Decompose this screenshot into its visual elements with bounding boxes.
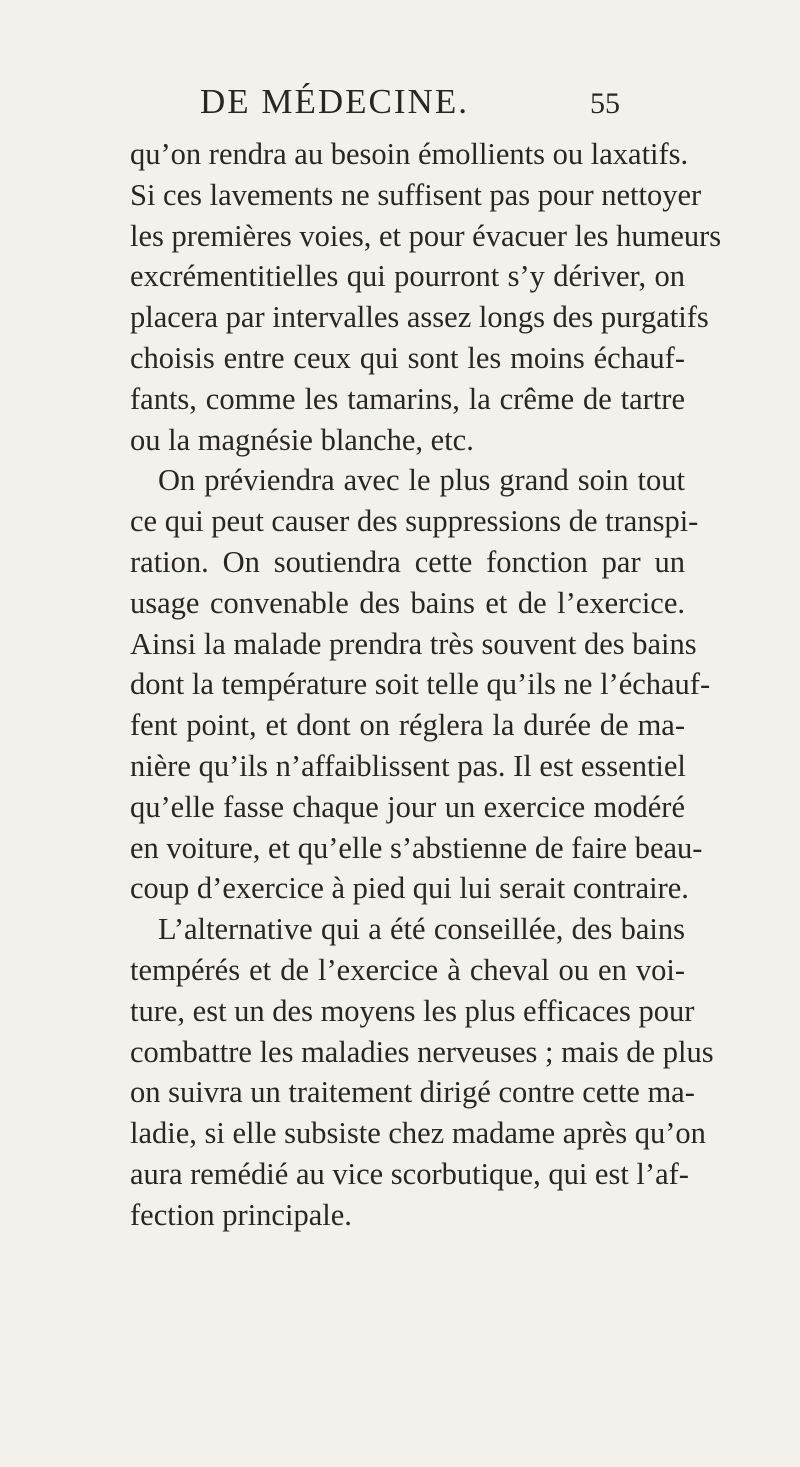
text-line: excrémentitielles qui pourront s’y dériver, on [130,259,685,294]
text-line: usage convenable des bains et de l’exercice. [130,585,685,620]
text-line: coup d’exercice à pied qui lui serait contraire. [130,871,689,906]
running-head [200,82,620,126]
page-number: 55 [590,87,620,120]
text-line: ture, est un des moyens les plus efficaces pour [130,993,695,1028]
text-line: tempérés et de l’exercice à cheval ou en voi- [130,952,685,987]
text-line: ce qui peut causer des suppressions de transpi- [130,504,699,539]
text-line: ladie, si elle subsiste chez madame après qu’on [130,1116,706,1151]
text-line: aura remédié au vice scorbutique, qui est l’af- [130,1156,689,1191]
text-line: ou la magnésie blanche, etc. [130,422,474,457]
text-line: fants, comme les tamarins, la crême de tartre [130,381,685,416]
text-line: placera par intervalles assez longs des purgatifs [130,300,709,335]
body-text [130,134,722,1236]
text-line: Si ces lavements ne suffisent pas pour nettoyer [130,177,702,212]
text-line: combattre les maladies nerveuses ; mais de plus [130,1034,714,1069]
running-title: DE MÉDECINE. [200,82,469,121]
paragraph-first-line: L’alternative qui a été conseillée, des bains [158,912,685,947]
text-line: nière qu’ils n’affaiblissent pas. Il est essentiel [130,748,686,783]
text-line: fection principale. [130,1197,352,1232]
text-line: qu’elle fasse chaque jour un exercice modéré [130,789,685,824]
text-line: ration. On soutiendra cette fonction par un [130,544,685,579]
text-line: qu’on rendra au besoin émollients ou laxatifs. [130,137,689,171]
text-line: fent point, et dont on réglera la durée de ma- [130,708,685,743]
text-line: on suivra un traitement dirigé contre cette ma- [130,1075,695,1110]
text-line: choisis entre ceux qui sont les moins échauf- [130,340,685,375]
text-line: dont la température soit telle qu’ils ne l’échauf- [130,667,711,702]
text-line: Ainsi la malade prendra très souvent des bains [130,626,697,661]
paragraph-first-line: On préviendra avec le plus grand soin tout [158,463,685,498]
text-line: les premières voies, et pour évacuer les humeurs [130,218,722,253]
text-line: en voiture, et qu’elle s’abstienne de faire beau- [130,830,703,865]
